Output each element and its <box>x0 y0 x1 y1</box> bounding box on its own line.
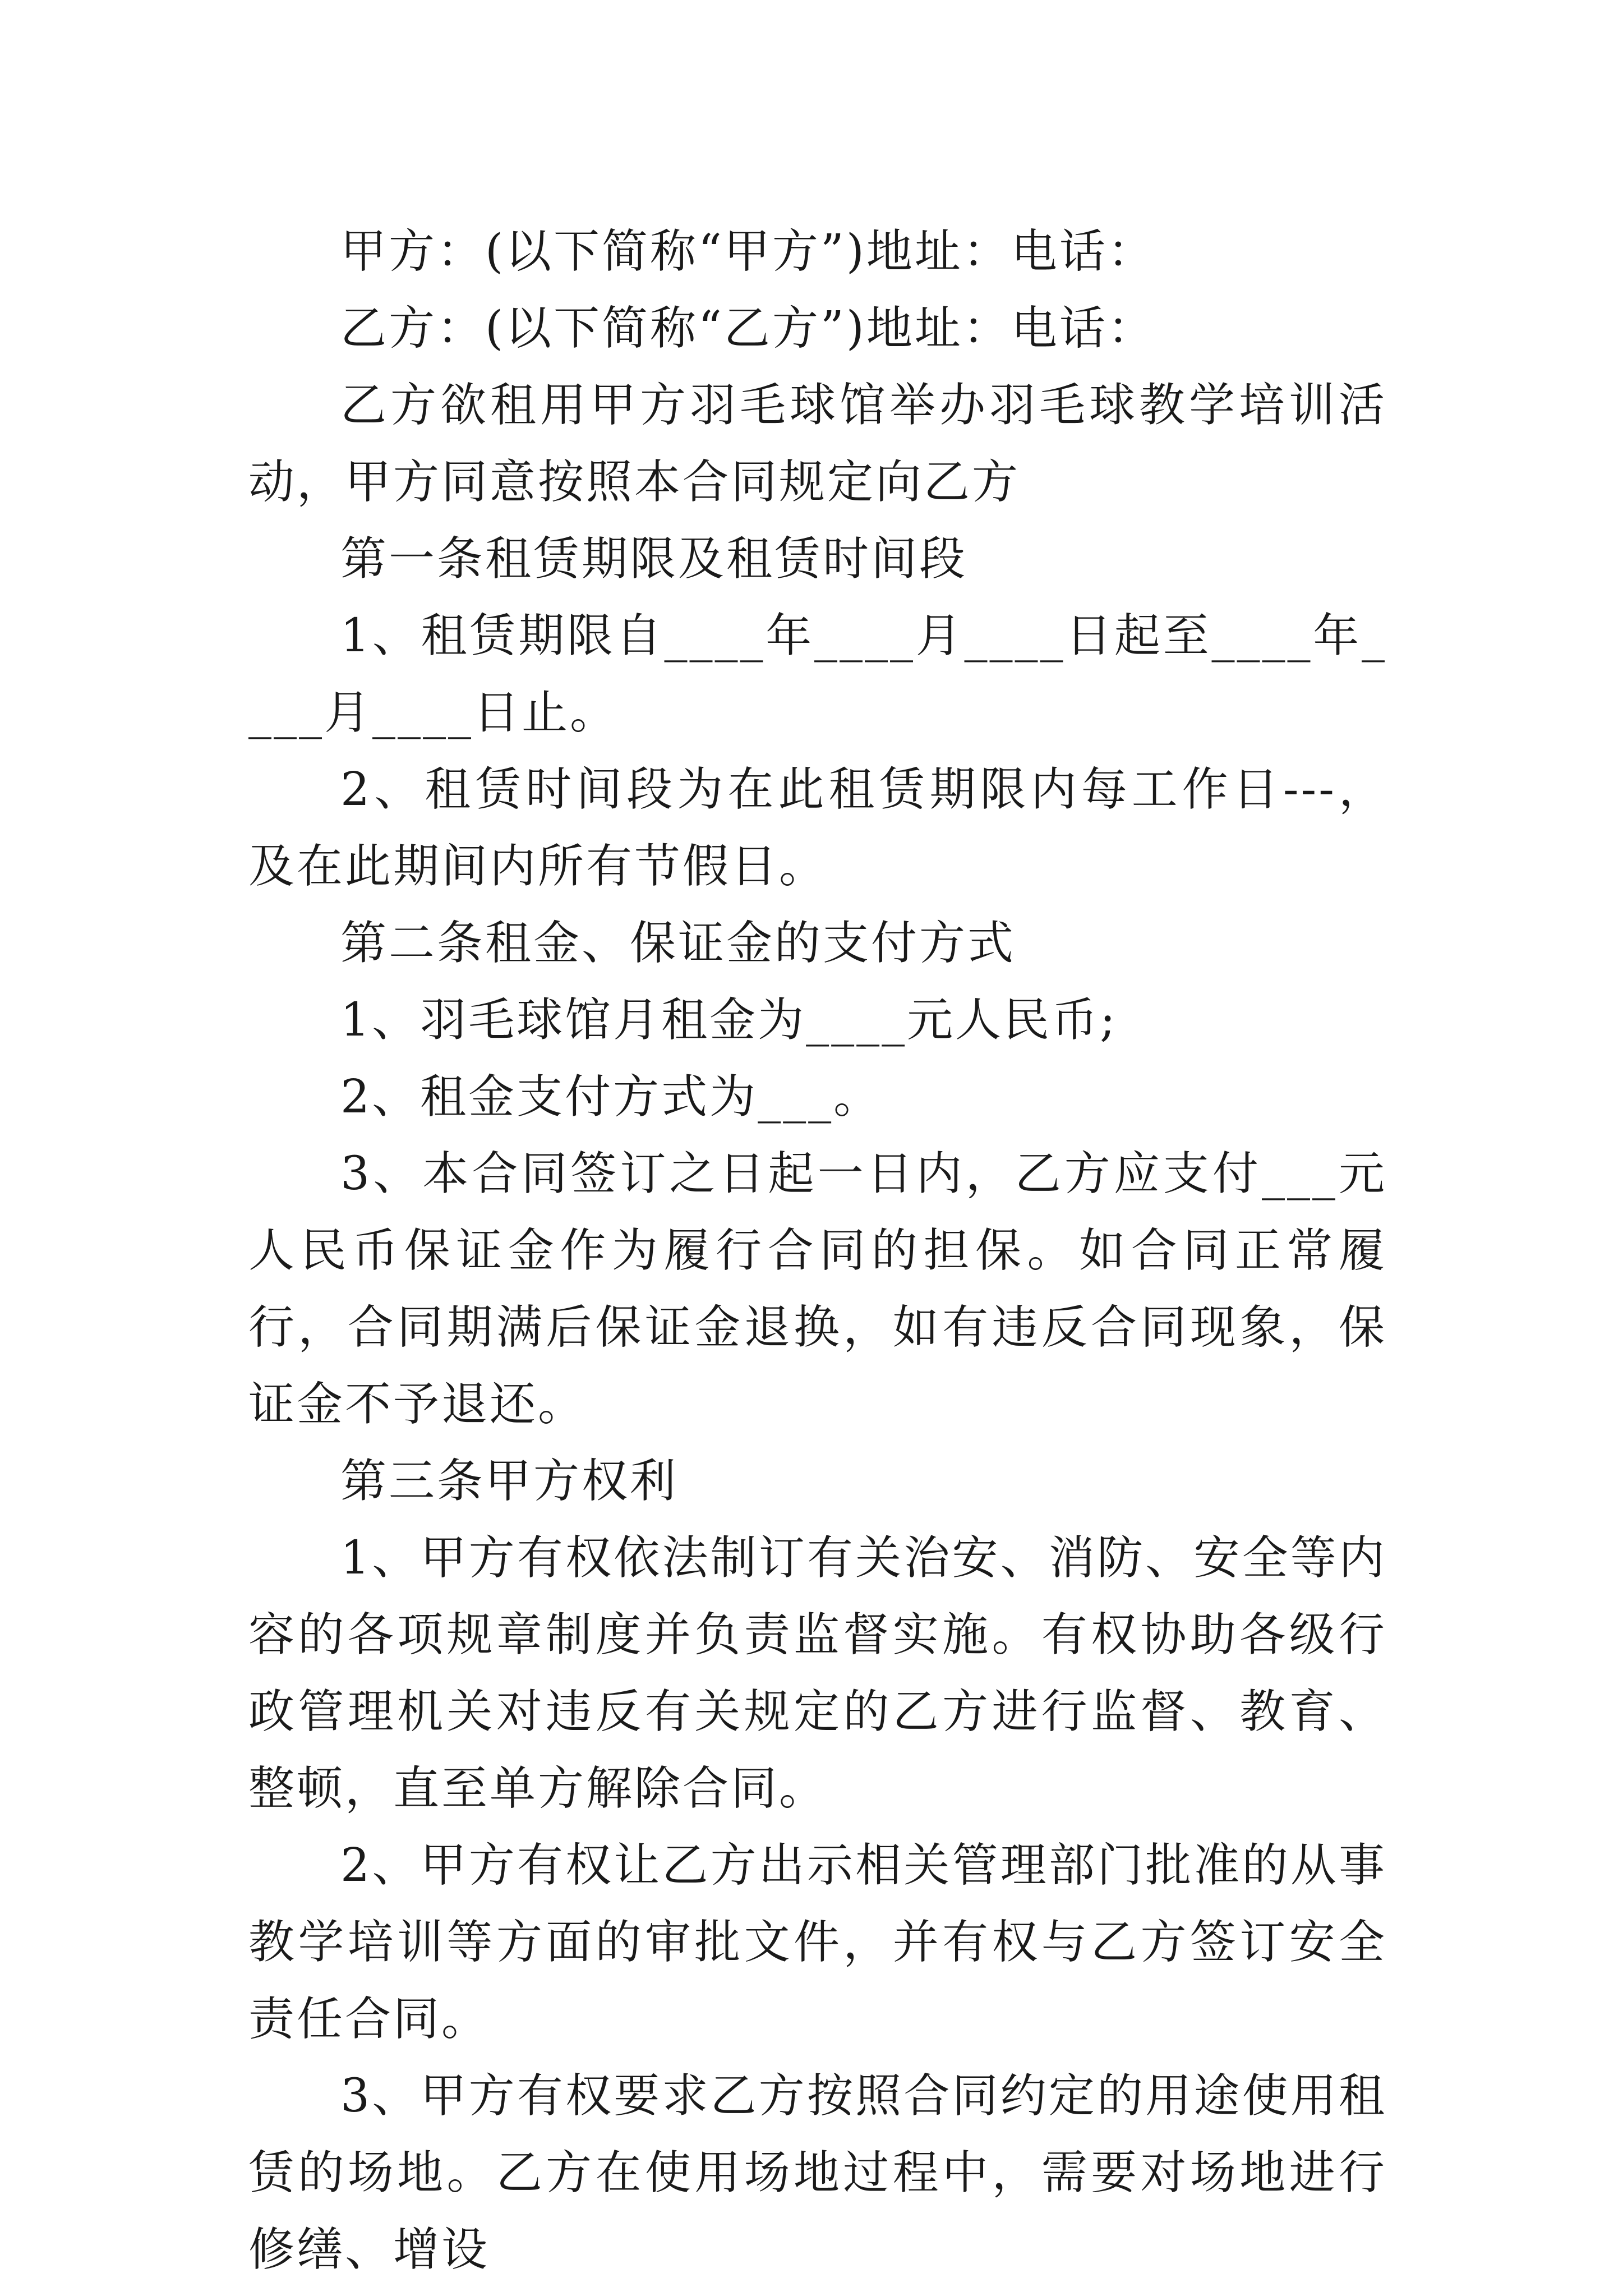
article-2-clause-2: 2、租金支付方式为___。 <box>340 1070 882 1124</box>
contract-body <box>248 213 1387 2288</box>
article-3-heading: 第三条甲方权利 <box>340 1455 679 1508</box>
article-2-clause-1: 1、羽毛球馆月租金为____元人民币; <box>340 993 1118 1047</box>
article-3-clause-1: 1、甲方有权依法制订有关治安、消防、安全等内容的各项规章制度并负责监督实施。有权协助各级行政管理机关对违反有关规定的乙方进行监督、教育、整顿，直至单方解除合同。 <box>248 1531 1387 1815</box>
party-a-line: 甲方：(以下简称“甲方”)地址：电话： <box>340 225 1156 278</box>
article-2-clause-3: 3、本合同签订之日起一日内，乙方应支付___元人民币保证金作为履行合同的担保。如合同正常履行，合同期满后保证金退换，如有违反合同现象，保证金不予退还。 <box>248 1147 1387 1431</box>
article-3-clause-3: 3、甲方有权要求乙方按照合同约定的用途使用租赁的场地。乙方在使用场地过程中，需要对场地进行修缮、增设 <box>248 2069 1387 2276</box>
party-b-line: 乙方：(以下简称“乙方”)地址：电话： <box>340 302 1156 355</box>
intro-paragraph: 乙方欲租用甲方羽毛球馆举办羽毛球教学培训活动，甲方同意按照本合同规定向乙方 <box>248 379 1387 509</box>
article-1-clause-2: 2、租赁时间段为在此租赁期限内每工作日---，及在此期间内所有节假日。 <box>248 763 1387 893</box>
article-3-clause-2: 2、甲方有权让乙方出示相关管理部门批准的从事教学培训等方面的审批文件，并有权与乙方签订安全责任合同。 <box>248 1839 1387 2046</box>
article-1-clause-1: 1、租赁期限自____年____月____日起至____年____月____日止。 <box>248 609 1387 739</box>
article-2-heading: 第二条租金、保证金的支付方式 <box>340 917 1016 970</box>
article-1-heading: 第一条租赁期限及租赁时间段 <box>340 532 968 586</box>
